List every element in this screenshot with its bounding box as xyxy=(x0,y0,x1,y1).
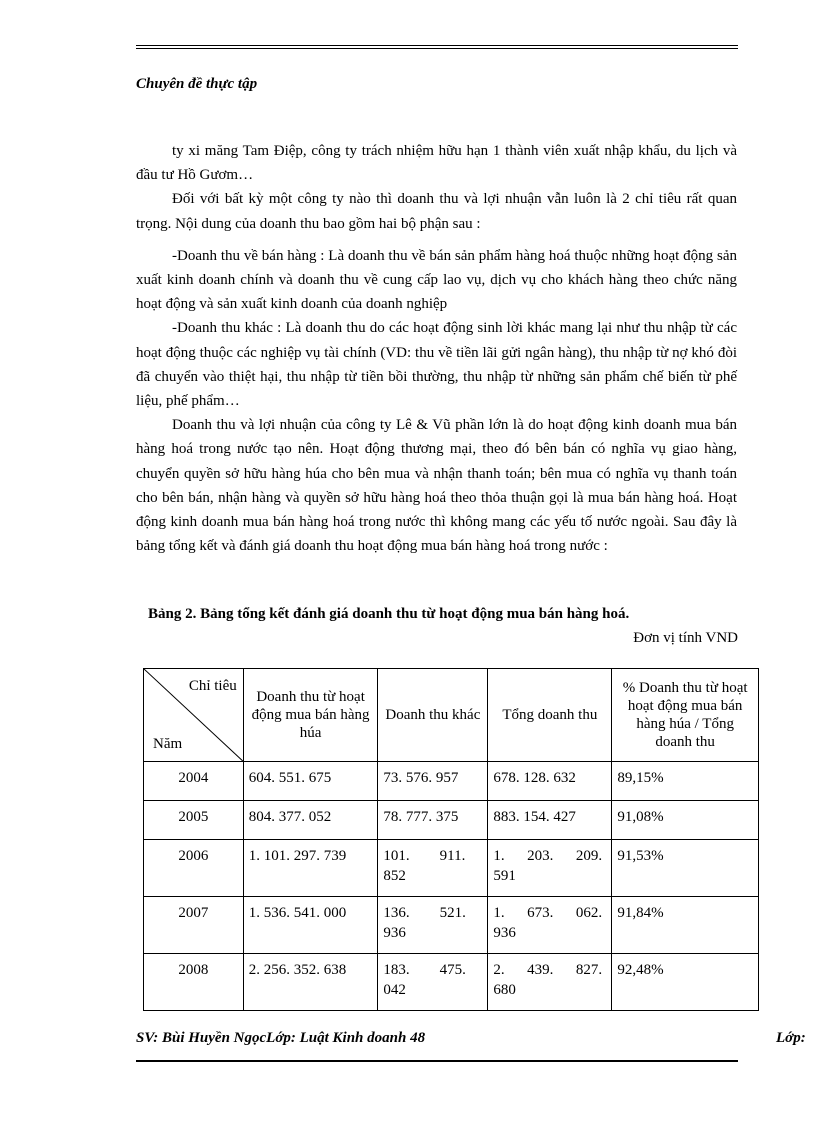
cell-total xyxy=(488,840,612,897)
cell-total-line-2: 680 xyxy=(493,982,516,998)
cell-percent: 91,08% xyxy=(612,801,759,840)
cell-other: 78. 777. 375 xyxy=(378,801,488,840)
table-row xyxy=(144,801,759,840)
cell-sales: 2. 256. 352. 638 xyxy=(243,954,378,1011)
cell-other xyxy=(378,897,488,954)
cell-other-line-2: 042 xyxy=(383,982,406,998)
cell-sales: 1. 536. 541. 000 xyxy=(243,897,378,954)
table-row xyxy=(144,897,759,954)
cell-total-line-1: 1. 673. 062. xyxy=(493,905,603,921)
cell-other xyxy=(378,840,488,897)
corner-label-indicator: Chỉ tiêu xyxy=(188,678,237,694)
table-header-row xyxy=(144,669,759,762)
corner-label-year: Năm xyxy=(153,736,183,752)
cell-year: 2004 xyxy=(144,762,244,801)
cell-percent: 89,15% xyxy=(612,762,759,801)
table-caption: Bảng 2. Bảng tổng kết đánh giá doanh thu từ hoạt động mua bán hàng hoá. xyxy=(148,606,630,622)
cell-year: 2008 xyxy=(144,954,244,1011)
cell-other xyxy=(378,954,488,1011)
table-corner-cell xyxy=(144,669,244,762)
cell-total-line-2: 591 xyxy=(493,868,516,884)
paragraph-2: Đối với bất kỳ một công ty nào thì doanh thu và lợi nhuận vẫn luôn là 2 chỉ tiêu rất quan trọng. Nội dung của doanh thu bao gồm hai bộ phận sau : xyxy=(136,191,737,232)
cell-total-line-1: 2. 439. 827. xyxy=(493,962,603,978)
cell-total: 678. 128. 632 xyxy=(488,762,612,801)
cell-other-line-1: 101. 911. xyxy=(383,848,466,864)
header-percent: % Doanh thu từ hoạt hoạt động mua bán hàng húa / Tổng doanh thu xyxy=(612,669,759,762)
cell-other-line-2: 936 xyxy=(383,925,406,941)
header-total-revenue: Tổng doanh thu xyxy=(488,669,612,762)
cell-year: 2007 xyxy=(144,897,244,954)
cell-percent: 91,84% xyxy=(612,897,759,954)
table-row xyxy=(144,840,759,897)
cell-sales: 1. 101. 297. 739 xyxy=(243,840,378,897)
cell-total xyxy=(488,954,612,1011)
cell-total-line-1: 1. 203. 209. xyxy=(493,848,603,864)
table-row xyxy=(144,954,759,1011)
paragraph-3: -Doanh thu về bán hàng : Là doanh thu về bán sản phẩm hàng hoá thuộc những hoạt động sản xuất kinh doanh chính và doanh thu về cung cấp lao vụ, dịch vụ cho khách hàng theo chức năng hoạt động và sản xuất kinh doanh của doanh nghiệp xyxy=(136,247,737,313)
paragraph-1: ty xi măng Tam Điệp, công ty trách nhiệm hữu hạn 1 thành viên xuất nhập khẩu, du lịch và đầu tư Hồ Gươm… xyxy=(136,143,737,184)
cell-sales: 804. 377. 052 xyxy=(243,801,378,840)
header-sales-revenue: Doanh thu từ hoạt động mua bán hàng húa xyxy=(243,669,378,762)
paragraph-4: -Doanh thu khác : Là doanh thu do các hoạt động sinh lời khác mang lại như thu nhập từ các hoạt động thuộc các nghiệp vụ tài chính (VD: thu về tiền lãi gửi ngân hàng), thu nhập từ nợ khó đòi đã chuyển vào thiệt hại, thu nhập từ tiền bồi thường, thu nhập từ những sản phẩm chế biến từ phế liệu, phế phẩm… xyxy=(136,320,737,410)
cell-other-line-1: 183. 475. xyxy=(383,962,466,978)
footer-student-info: SV: Bùi Huyền NgọcLớp: Luật Kinh doanh 48 xyxy=(136,1030,426,1046)
cell-sales: 604. 551. 675 xyxy=(243,762,378,801)
footer-class-label: Lớp: xyxy=(776,1030,806,1046)
cell-total: 883. 154. 427 xyxy=(488,801,612,840)
header-other-revenue: Doanh thu khác xyxy=(378,669,488,762)
cell-percent: 91,53% xyxy=(612,840,759,897)
cell-year: 2005 xyxy=(144,801,244,840)
header-rule xyxy=(136,45,738,49)
cell-year: 2006 xyxy=(144,840,244,897)
body-text xyxy=(136,139,737,558)
paragraph-5: Doanh thu và lợi nhuận của công ty Lê & Vũ phần lớn là do hoạt động kinh doanh mua bán hàng hoá trong nước tạo nên. Hoạt động thương mại, theo đó bên bán có nghĩa vụ giao hàng, chuyển quyền sở hữu hàng húa cho bên mua và nhận thanh toán; bên mua có nghĩa vụ thanh toán cho bên bán, nhận hàng và quyền sở hữu hàng hoá theo thỏa thuận gọi là mua bán hàng hoá. Hoạt động kinh doanh mua bán hàng hoá trong nước thì không mang các yếu tố nước ngoài. Sau đây là bảng tổng kết và đánh giá doanh thu hoạt động mua bán hàng hoá trong nước : xyxy=(136,417,737,555)
revenue-table xyxy=(143,668,759,1011)
table-unit-note: Đơn vị tính VND xyxy=(633,630,738,646)
table-row xyxy=(144,762,759,801)
cell-total-line-2: 936 xyxy=(493,925,516,941)
cell-percent: 92,48% xyxy=(612,954,759,1011)
cell-other-line-2: 852 xyxy=(383,868,406,884)
page-header-title: Chuyên đề thực tập xyxy=(136,76,258,92)
cell-other: 73. 576. 957 xyxy=(378,762,488,801)
footer-rule xyxy=(136,1060,738,1062)
cell-total xyxy=(488,897,612,954)
cell-other-line-1: 136. 521. xyxy=(383,905,466,921)
